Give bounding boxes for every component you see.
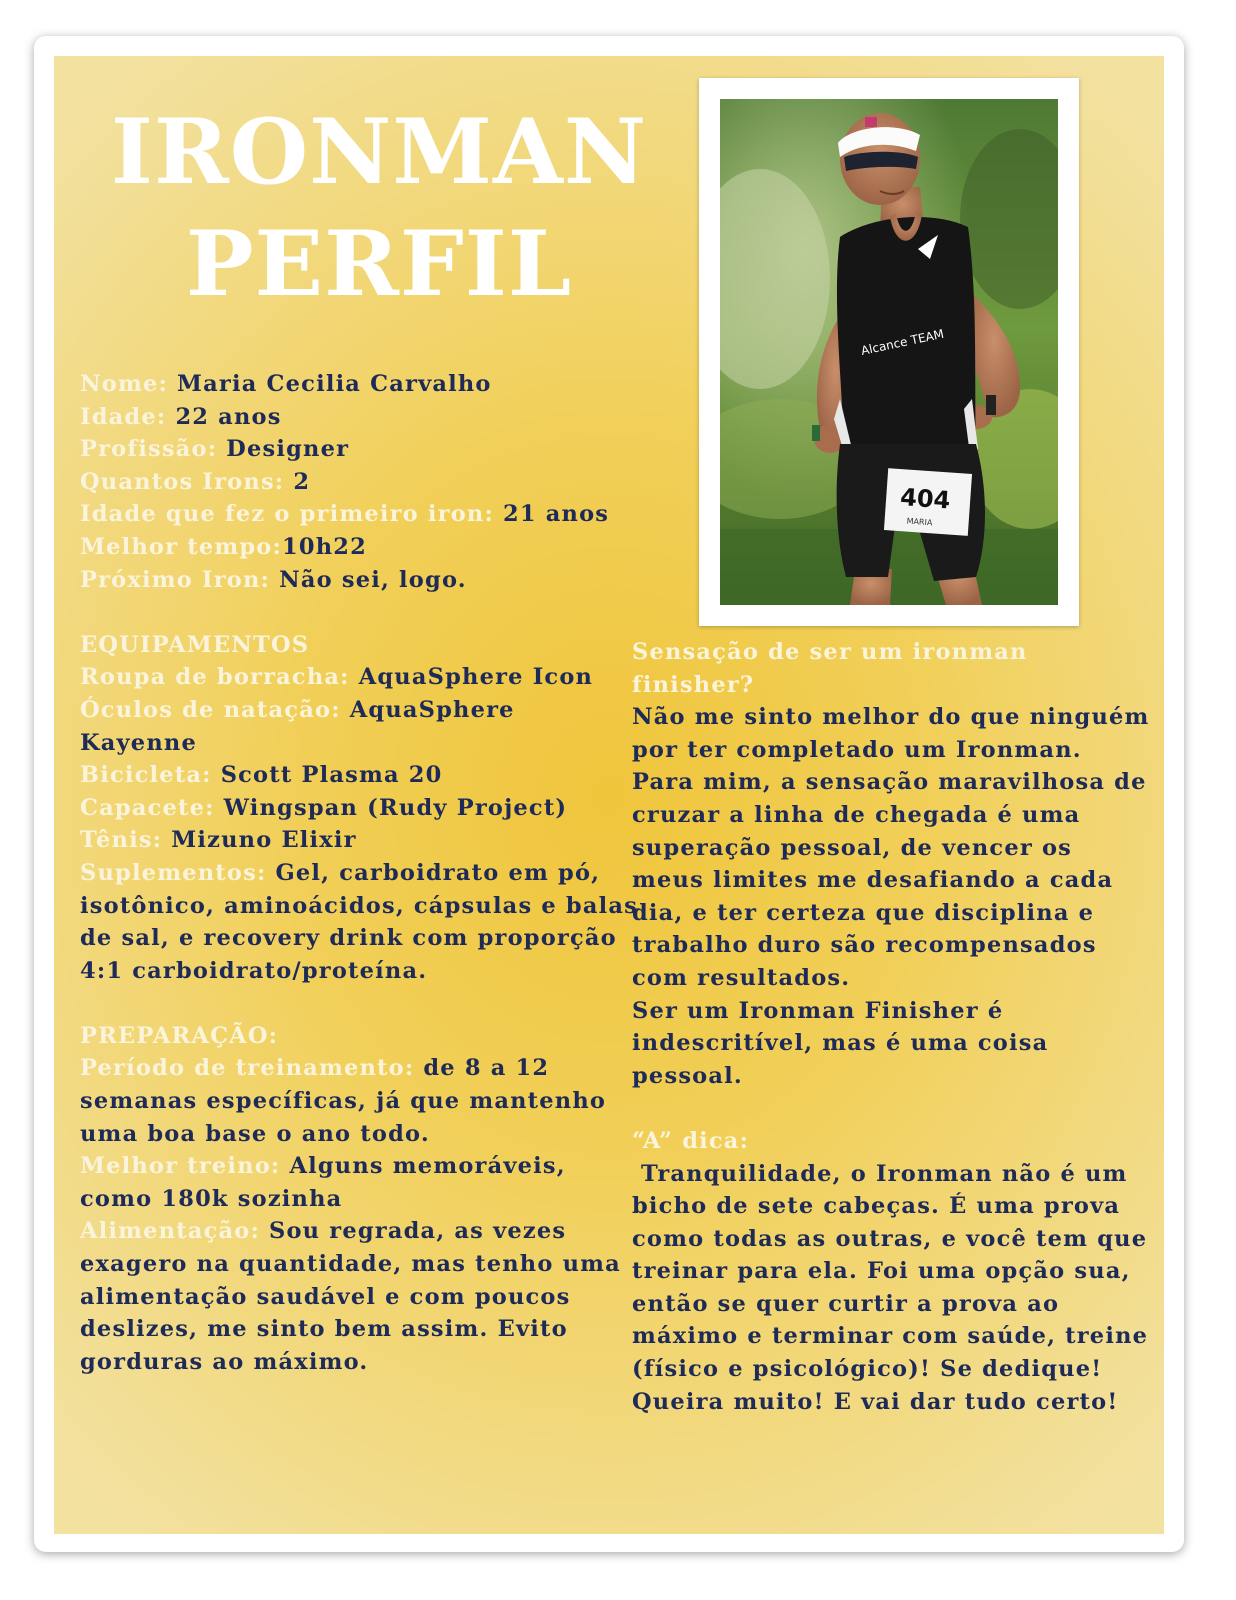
profile-label: Nome:: [80, 371, 178, 397]
equipment-value: Mizuno Elixir: [171, 827, 357, 854]
equipment-label: Tênis:: [80, 827, 172, 854]
profile-value: Não sei, logo.: [279, 566, 467, 593]
preparation-label: Alimentação:: [80, 1218, 270, 1245]
tip-heading: “A” dica:: [632, 1127, 750, 1154]
profile-value: Designer: [226, 436, 350, 463]
yellow-panel: [54, 56, 1164, 1534]
tip-text: Tranquilidade, o Ironman não é um bicho de sete cabeças. É uma prova como todas as outras, e você tem que treinar para ela. Foi uma opção sua, então se quer curtir a prova ao máximo e terminar com saúde, treine (físico e psicológico)! Se dedique! Queira muito! E vai dar tudo certo!: [632, 1160, 1158, 1415]
equipment-supplements: [80, 857, 640, 987]
bib-name: MARIA: [906, 516, 933, 528]
equipment-label: Roupa de borracha:: [80, 664, 359, 691]
preparation-value: Sou regrada, as vezes exagero na quantidade, mas tenho uma alimentação saudável e com poucos deslizes, me sinto bem assim. Evito gorduras ao máximo.: [80, 1218, 621, 1375]
equipment-heading: EQUIPAMENTOS: [80, 631, 310, 658]
equipment-value: Gel, carboidrato em pó, isotônico, aminoácidos, cápsulas e balas de sal, e recovery drink com proporção 4:1 carboidrato/proteína.: [80, 859, 639, 984]
right-column: [632, 636, 1158, 1418]
left-column: [80, 368, 640, 1378]
equipment-value: Scott Plasma 20: [220, 762, 443, 789]
profile-label: Idade:: [80, 403, 176, 430]
equipment-goggles: [80, 694, 640, 759]
equipment-section: [80, 629, 640, 988]
profile-value: 22 anos: [175, 403, 282, 430]
profile-value: 10h22: [281, 533, 367, 560]
preparation-section: [80, 1020, 640, 1379]
title-line-2: PERFIL: [185, 211, 573, 317]
equipment-label: Suplementos:: [80, 859, 276, 886]
profile-label: Profissão:: [80, 436, 227, 463]
feeling-question: Sensação de ser um ironman finisher?: [632, 639, 1028, 698]
equipment-label: Capacete:: [80, 794, 224, 821]
feeling-section: [632, 636, 1152, 1092]
profile-value: 21 anos: [503, 501, 610, 528]
preparation-value: de 8 a 12 semanas específicas, já que mantenho uma boa base o ano todo.: [80, 1055, 607, 1147]
profile-irons-count: [80, 466, 640, 499]
profile-value: Maria Cecilia Carvalho: [177, 371, 492, 397]
equipment-wetsuit: [80, 661, 640, 694]
athlete-photo: [720, 99, 1058, 605]
equipment-shoes: [80, 824, 640, 857]
feeling-answer-conclusion: Ser um Ironman Finisher é indescritível, mas é uma coisa pessoal.: [632, 997, 1049, 1089]
profile-label: Quantos Irons:: [80, 468, 294, 495]
profile-section: [80, 368, 640, 596]
preparation-nutrition: [80, 1215, 640, 1378]
profile-label: Melhor tempo:: [80, 533, 282, 560]
equipment-label: Óculos de natação:: [80, 696, 350, 723]
bib-number: 404: [899, 483, 952, 515]
profile-profession: [80, 433, 640, 466]
equipment-value: AquaSphere Kayenne: [80, 696, 515, 756]
equipment-value: Wingspan (Rudy Project): [223, 794, 568, 821]
profile-name: [80, 368, 640, 401]
profile-next-iron: [80, 564, 640, 597]
feeling-answer: Não me sinto melhor do que ninguém por ter completado um Ironman. Para mim, a sensação maravilhosa de cruzar a linha de chegada é uma superação pessoal, de vencer os meus limites me desafiando a cada dia, e ter certeza que disciplina e trabalho duro são recompensados com resultados.: [632, 704, 1150, 991]
profile-best-time: [80, 531, 640, 564]
tip-section: [632, 1125, 1158, 1418]
preparation-label: Melhor treino:: [80, 1153, 290, 1180]
preparation-value: Alguns memoráveis, como 180k sozinha: [80, 1153, 566, 1212]
profile-label: Próximo Iron:: [80, 566, 280, 593]
profile-age: [80, 401, 640, 434]
equipment-label: Bicicleta:: [80, 762, 221, 789]
profile-first-iron-age: [80, 498, 640, 531]
equipment-bicycle: [80, 759, 640, 792]
equipment-helmet: [80, 792, 640, 825]
preparation-heading: PREPARAÇÃO:: [80, 1022, 279, 1049]
photo-frame: [699, 78, 1079, 626]
team-text: Alcance TEAM: [859, 326, 946, 358]
profile-label: Idade que fez o primeiro iron:: [80, 501, 504, 528]
equipment-value: AquaSphere Icon: [358, 664, 594, 691]
profile-value: 2: [293, 468, 311, 495]
profile-card: [34, 36, 1184, 1552]
title-line-1: IRONMAN: [110, 99, 648, 205]
preparation-training-period: [80, 1052, 640, 1150]
preparation-best-workout: [80, 1150, 640, 1215]
preparation-label: Período de treinamento:: [80, 1055, 424, 1082]
page-title: [99, 96, 659, 320]
